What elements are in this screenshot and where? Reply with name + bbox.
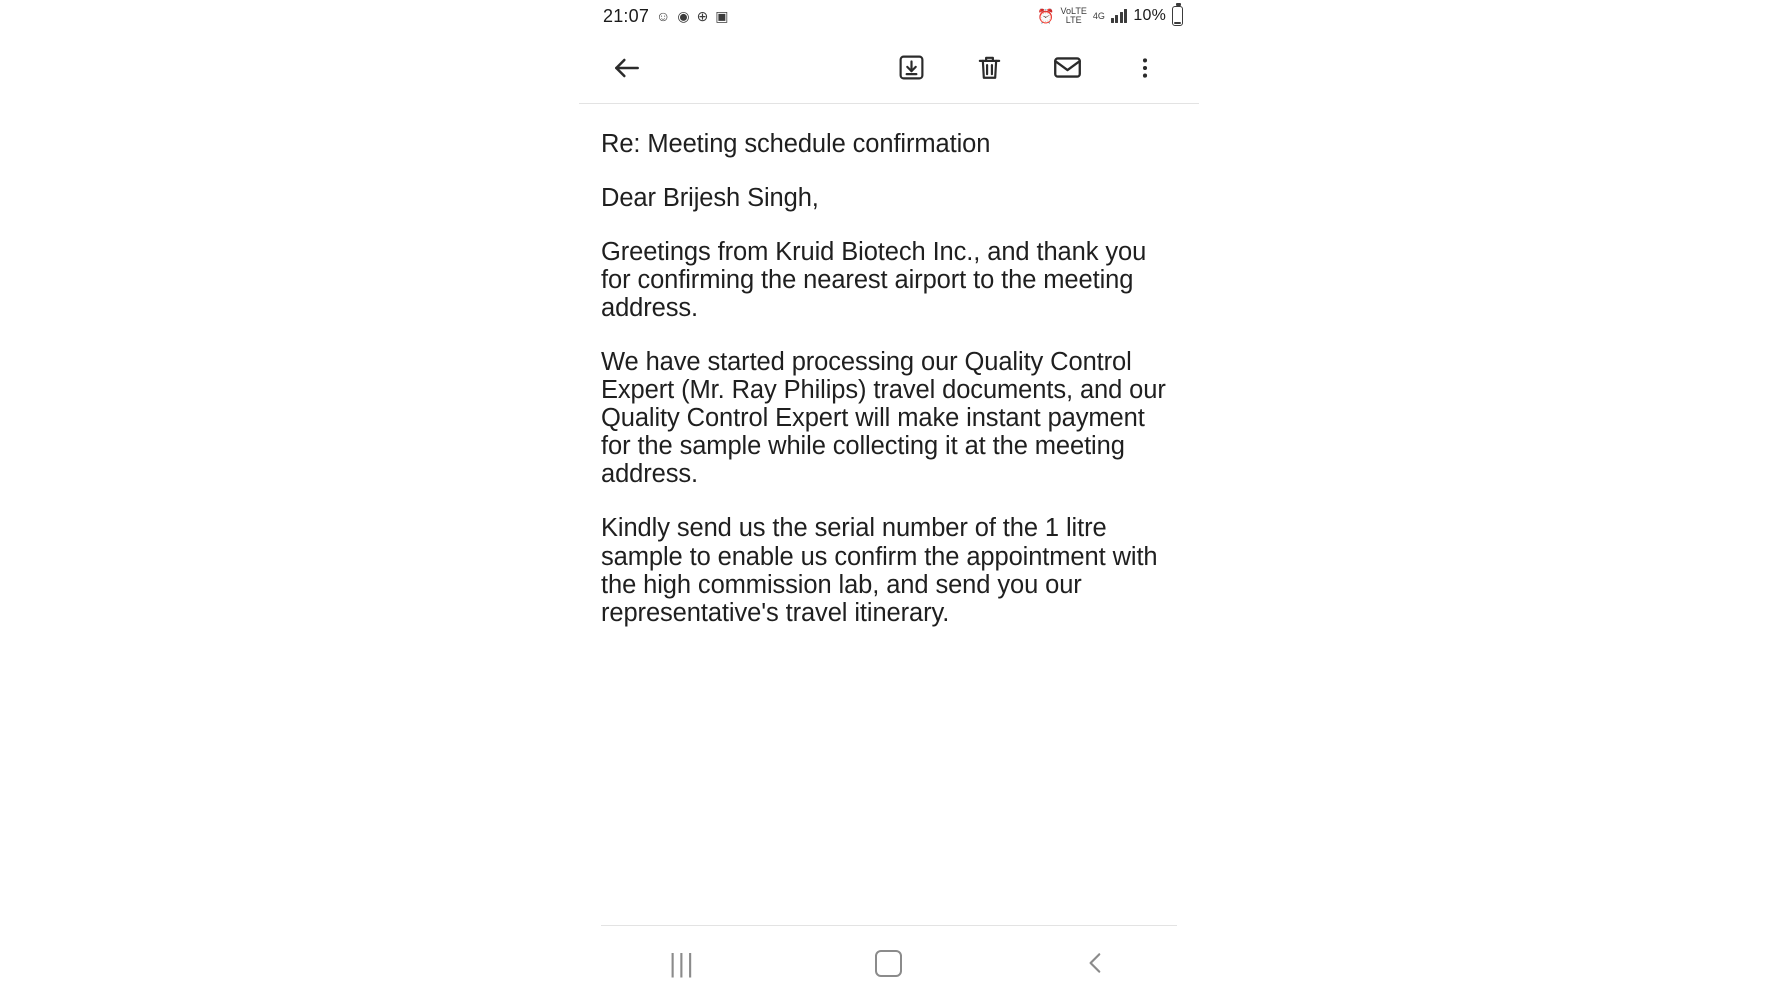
status-bar-right: [1037, 6, 1183, 26]
battery-icon: [1172, 6, 1183, 26]
recents-button[interactable]: [642, 926, 722, 1000]
overflow-menu-icon[interactable]: [1119, 42, 1171, 94]
system-nav-bar: [579, 926, 1199, 1000]
volte-label-bottom: LTE: [1065, 15, 1082, 25]
archive-icon[interactable]: [885, 42, 937, 94]
image-icon: ▣: [715, 8, 729, 24]
battery-percent-label: 10%: [1133, 7, 1166, 24]
status-clock: 21:07: [603, 5, 650, 26]
recents-icon: |||: [669, 947, 696, 978]
message-body[interactable]: [579, 104, 1199, 925]
message-paragraph: We have started processing our Quality Control Expert (Mr. Ray Philips) travel documents, and our Quality Control Expert will make instant payment for the sample while collecting it at the meeting address.: [601, 348, 1166, 489]
status-bar-left: [603, 6, 729, 27]
message-paragraph: Dear Brijesh Singh,: [601, 184, 819, 213]
app-toolbar: [579, 32, 1199, 104]
message-paragraph: Kindly send us the serial number of the 1 litre sample to enable us confirm the appointment with the high commission lab, and send you our representative's travel itinerary.: [601, 514, 1158, 627]
account-circle-icon: ◉: [677, 8, 690, 24]
back-arrow-icon[interactable]: [601, 42, 653, 94]
toolbar-actions: [885, 42, 1171, 94]
network-mode-label: 4G: [1092, 10, 1105, 21]
message-paragraph: Greetings from Kruid Biotech Inc., and thank you for confirming the nearest airport to the meeting address.: [601, 238, 1147, 323]
delete-icon[interactable]: [963, 42, 1015, 94]
emoji-icon: ☺: [656, 8, 671, 24]
message-subject: Re: Meeting schedule confirmation: [601, 130, 991, 158]
home-button[interactable]: [849, 926, 929, 1000]
volte-label-top: VoLTE: [1060, 6, 1087, 16]
mark-unread-icon[interactable]: [1041, 42, 1093, 94]
home-icon: [875, 950, 902, 977]
volte-indicator: [1061, 7, 1087, 25]
alarm-icon: ⏰: [1037, 8, 1055, 24]
phone-screen: [579, 0, 1199, 1000]
puzzle-icon: ⊕: [696, 8, 709, 24]
nav-back-button[interactable]: [1056, 926, 1136, 1000]
signal-bars-icon: [1111, 9, 1128, 23]
status-bar: [579, 0, 1199, 32]
